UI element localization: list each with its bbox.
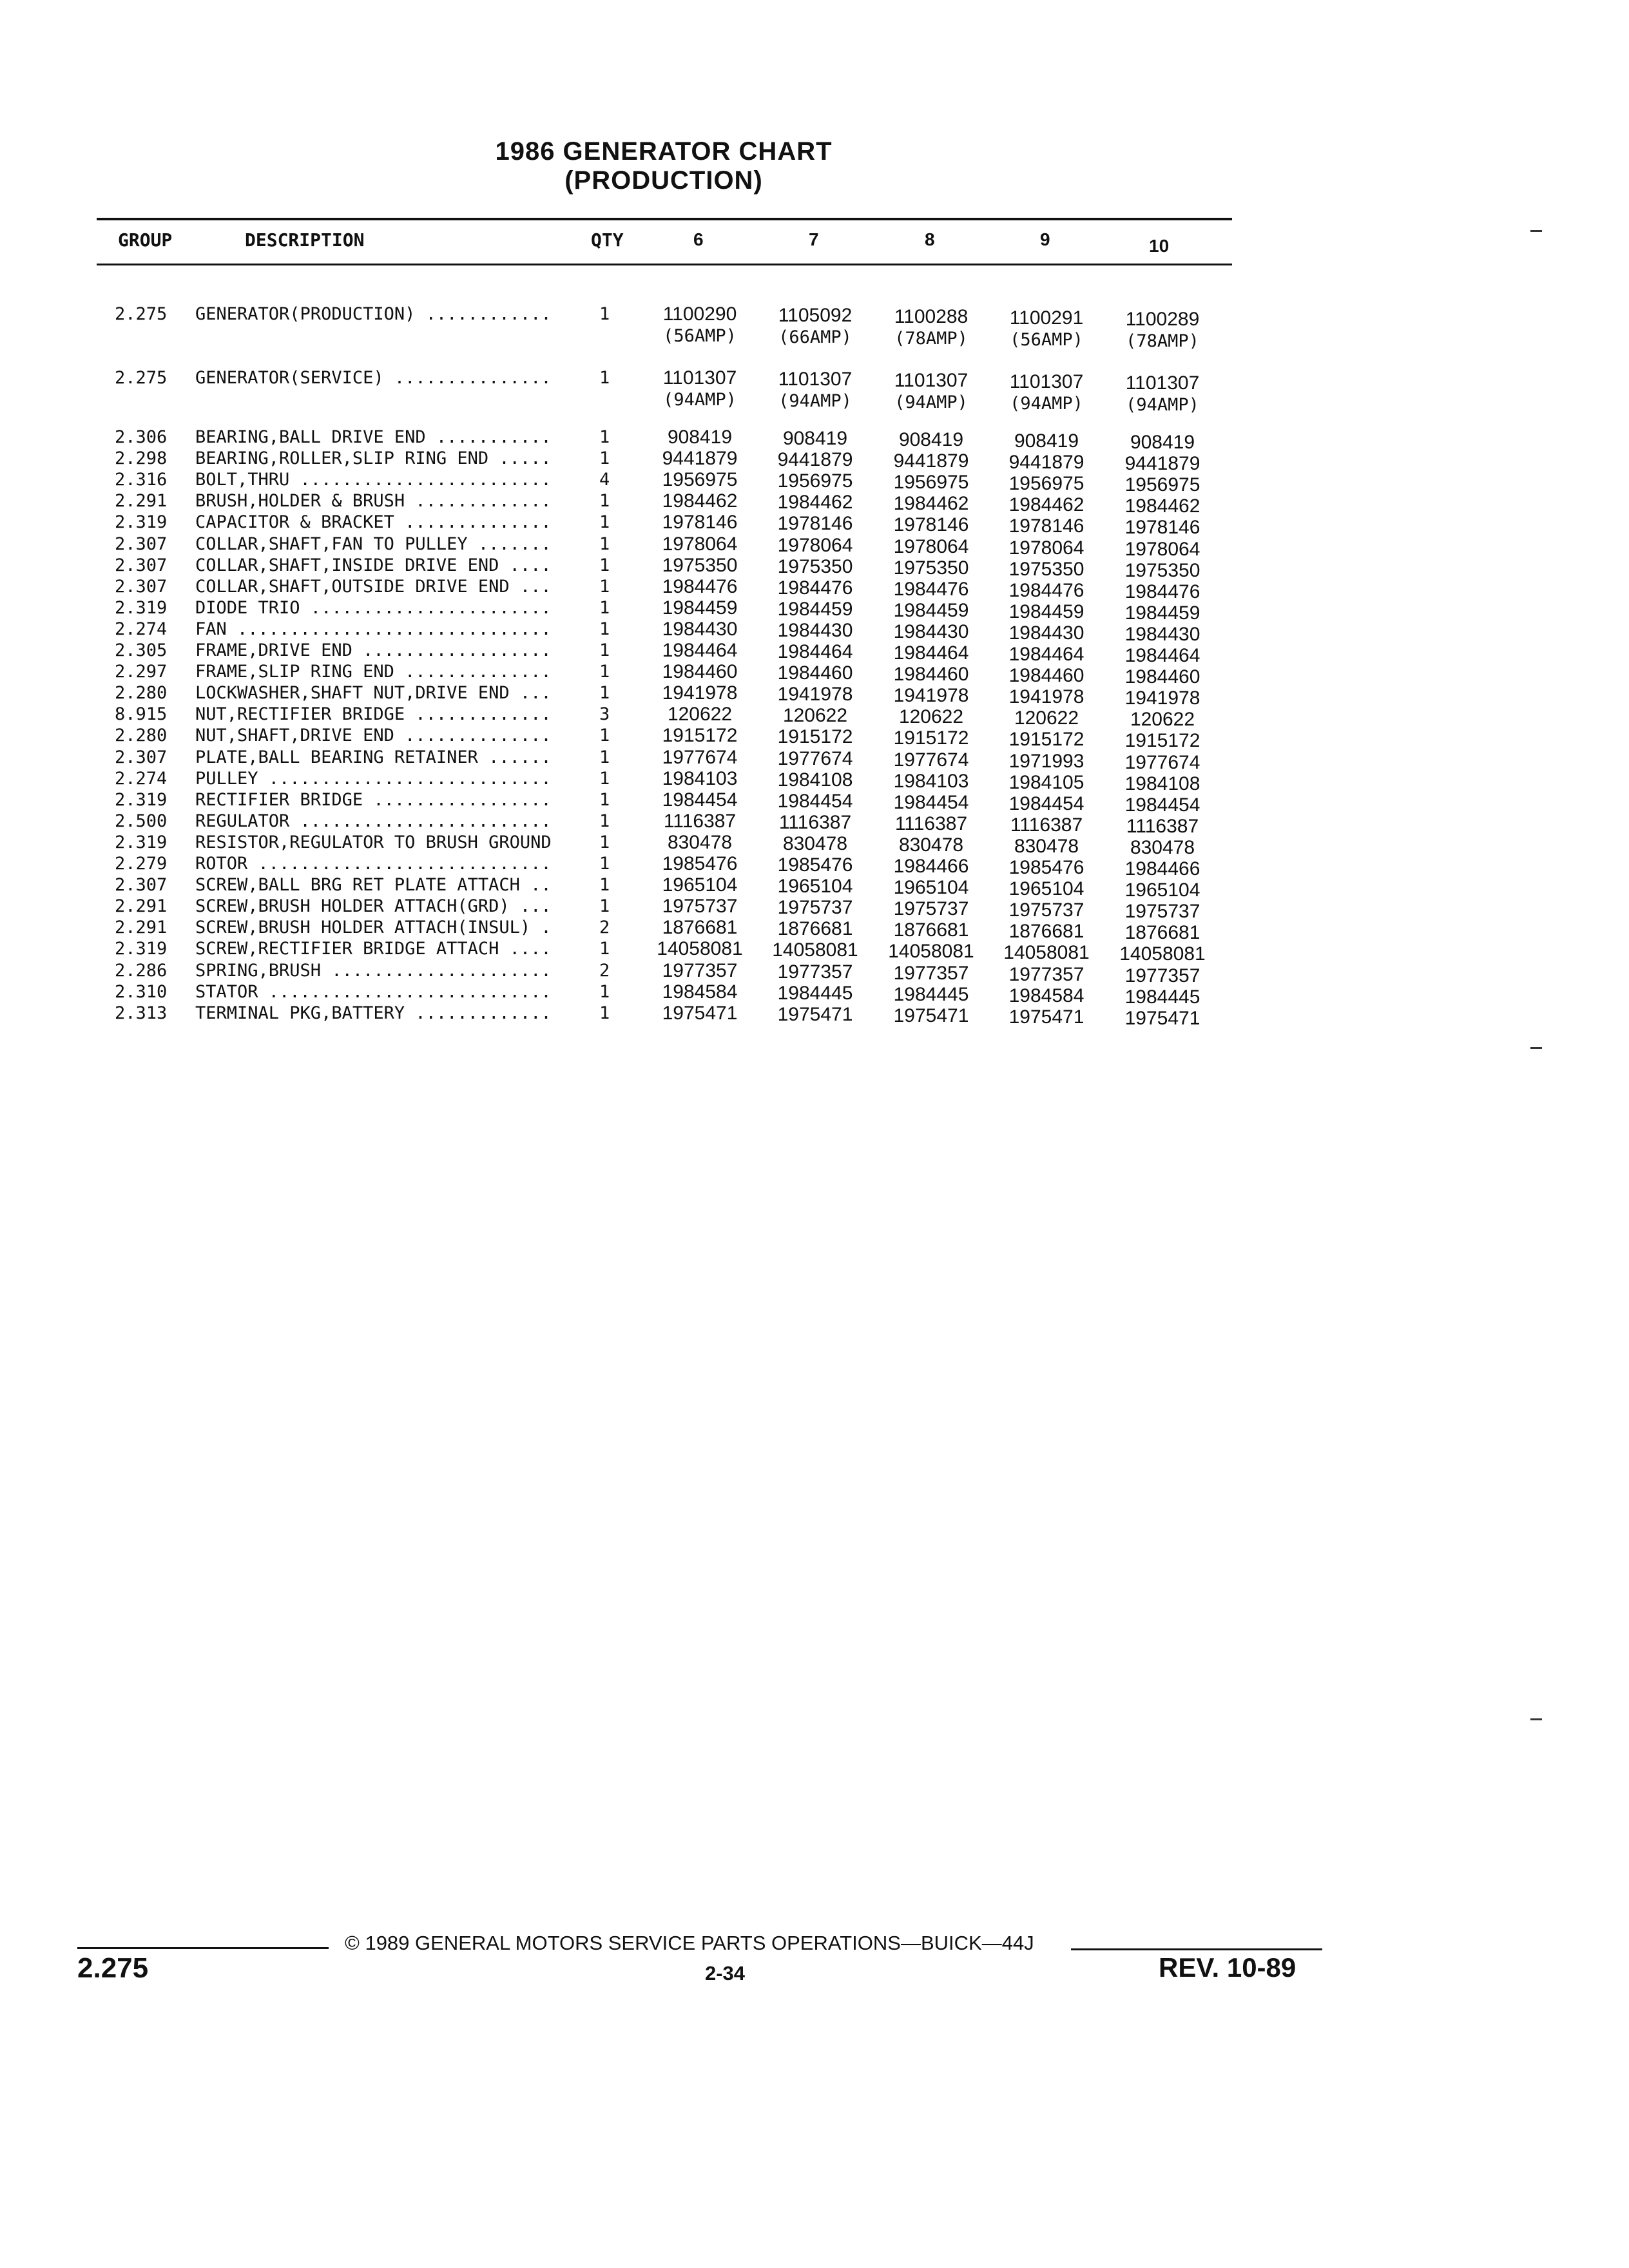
part-number-cell: 1965104: [662, 874, 738, 896]
part-number-cell: 1956975: [662, 469, 738, 491]
group-cell: 2.313: [115, 1003, 168, 1023]
part-number-cell: 1978064: [893, 535, 969, 557]
part-number-cell: 1984460: [1124, 666, 1200, 688]
description-cell: FRAME,DRIVE END ..................: [195, 640, 552, 660]
group-cell: 2.291: [115, 918, 168, 938]
group-cell: 2.307: [115, 555, 168, 575]
qty-cell: 1: [599, 533, 610, 554]
part-number-cell: 1984464: [893, 642, 969, 664]
part-number-cell: 9441879: [1124, 453, 1200, 475]
part-number-cell: 908419: [667, 427, 733, 448]
footer-copyright: © 1989 GENERAL MOTORS SERVICE PARTS OPERATIONS—BUICK—44J: [345, 1932, 1034, 1954]
part-number-cell: 1978064: [662, 533, 738, 555]
part-number-cell: 1984445: [777, 982, 853, 1004]
part-number-cell: 1984462: [1008, 494, 1084, 516]
qty-cell: 1: [599, 427, 610, 447]
part-number-cell: 120622: [898, 706, 964, 728]
amperage-cell: (66AMP): [778, 327, 852, 347]
part-number-cell: 830478: [1014, 835, 1079, 857]
part-number-cell: 1984105: [1008, 771, 1084, 793]
part-number-cell: 1116387: [778, 811, 852, 833]
part-number-cell: 1984454: [777, 790, 853, 812]
part-number-cell: 1975350: [1124, 559, 1200, 581]
part-number-cell: 1975350: [662, 554, 738, 576]
part-number-cell: 1984430: [893, 620, 969, 642]
part-number-cell: 1984454: [662, 789, 738, 811]
part-number-cell: 1956975: [777, 470, 853, 492]
part-number-cell: 1984430: [662, 618, 738, 640]
description-cell: REGULATOR ........................: [195, 811, 552, 831]
footer-group-ref: 2.275: [77, 1952, 149, 1984]
margin-mark: [1530, 1718, 1542, 1720]
part-number-cell: 1941978: [777, 684, 853, 706]
qty-cell: 1: [599, 597, 610, 618]
amperage-cell: (94AMP): [778, 391, 852, 411]
part-number-cell: 1978146: [662, 512, 738, 533]
part-number-cell: 9441879: [893, 450, 969, 472]
part-number-cell: 1984464: [1124, 645, 1200, 666]
header-group: GROUP: [118, 229, 173, 251]
part-number-cell: 1977357: [1008, 963, 1084, 985]
group-cell: 2.310: [115, 981, 168, 1002]
part-number-cell: 1984459: [1008, 601, 1084, 622]
qty-cell: 3: [599, 704, 610, 725]
group-cell: 2.274: [115, 619, 168, 639]
part-number-cell: 1984476: [893, 578, 969, 600]
part-number-cell: 1101307: [662, 367, 737, 389]
part-number-cell: 1984476: [1124, 581, 1200, 602]
group-cell: 2.275: [115, 368, 168, 388]
header-bottom-rule: [97, 264, 1232, 265]
part-number-cell: 1978146: [777, 513, 853, 535]
description-cell: SPRING,BRUSH .....................: [195, 960, 552, 981]
footer-rule-left: [77, 1947, 329, 1949]
part-number-cell: 1975471: [662, 1002, 738, 1024]
part-number-cell: 14058081: [1119, 943, 1206, 965]
qty-cell: 1: [599, 854, 610, 874]
part-number-cell: 1975350: [893, 557, 969, 579]
part-number-cell: 120622: [782, 705, 848, 727]
qty-cell: 1: [599, 875, 610, 896]
part-number-cell: 1116387: [894, 812, 968, 834]
part-number-cell: 1984476: [777, 577, 853, 599]
margin-mark: [1530, 1047, 1542, 1049]
qty-cell: 4: [599, 470, 610, 490]
description-cell: COLLAR,SHAFT,FAN TO PULLEY .......: [195, 533, 552, 554]
part-number-cell: 1985476: [662, 853, 738, 874]
part-number-cell: 1984454: [893, 791, 969, 813]
amperage-cell: (78AMP): [1126, 331, 1199, 351]
part-number-cell: 1915172: [777, 726, 853, 748]
description-cell: BRUSH,HOLDER & BRUSH .............: [195, 491, 552, 512]
description-cell: BEARING,BALL DRIVE END ...........: [195, 427, 552, 447]
group-cell: 2.500: [115, 811, 168, 831]
description-cell: DIODE TRIO .......................: [195, 597, 552, 618]
part-number-cell: 1984464: [1008, 644, 1084, 665]
description-cell: STATOR ...........................: [195, 981, 552, 1002]
description-cell: LOCKWASHER,SHAFT NUT,DRIVE END ...: [195, 683, 552, 704]
part-number-cell: 1100291: [1009, 307, 1084, 329]
part-number-cell: 1965104: [893, 877, 969, 899]
part-number-cell: 1984108: [777, 769, 853, 791]
part-number-cell: 1978064: [777, 534, 853, 556]
group-cell: 2.291: [115, 491, 168, 512]
header-qty: QTY: [591, 229, 624, 251]
part-number-cell: 1984445: [893, 983, 969, 1005]
part-number-cell: 1100289: [1125, 309, 1200, 330]
part-number-cell: 1985476: [777, 854, 853, 876]
part-number-cell: 1984108: [1124, 773, 1200, 794]
qty-cell: 1: [599, 811, 610, 831]
part-number-cell: 1941978: [662, 682, 738, 704]
part-number-cell: 1984430: [777, 619, 853, 641]
part-number-cell: 1978064: [1124, 538, 1200, 560]
qty-cell: 1: [599, 619, 610, 639]
part-number-cell: 1977357: [1124, 965, 1200, 986]
description-cell: SCREW,RECTIFIER BRIDGE ATTACH ....: [195, 939, 552, 959]
description-cell: PLATE,BALL BEARING RETAINER ......: [195, 747, 552, 767]
part-number-cell: 1978146: [1124, 517, 1200, 539]
group-cell: 2.307: [115, 533, 168, 554]
part-number-cell: 1984445: [1124, 986, 1200, 1008]
part-number-cell: 1977674: [1124, 751, 1200, 773]
part-number-cell: 908419: [782, 428, 848, 449]
amperage-cell: (94AMP): [1126, 395, 1199, 415]
qty-cell: 1: [599, 726, 610, 746]
description-cell: NUT,SHAFT,DRIVE END ..............: [195, 726, 552, 746]
part-number-cell: 1876681: [893, 919, 969, 941]
part-number-cell: 1984460: [893, 664, 969, 686]
qty-cell: 1: [599, 491, 610, 512]
qty-cell: 1: [599, 747, 610, 767]
part-number-cell: 1984464: [777, 641, 853, 662]
part-number-cell: 1984430: [1008, 622, 1084, 644]
part-number-cell: 1984462: [662, 490, 738, 512]
part-number-cell: 1941978: [1124, 687, 1200, 709]
description-cell: ROTOR ............................: [195, 854, 552, 874]
part-number-cell: 1977674: [893, 749, 969, 771]
group-cell: 2.319: [115, 789, 168, 810]
part-number-cell: 1984466: [1124, 858, 1200, 879]
part-number-cell: 1984103: [893, 770, 969, 792]
page-title: 1986 GENERATOR CHART: [495, 137, 833, 166]
description-cell: COLLAR,SHAFT,OUTSIDE DRIVE END ...: [195, 576, 552, 597]
header-description: DESCRIPTION: [245, 229, 365, 251]
part-number-cell: 1978146: [893, 514, 969, 536]
part-number-cell: 1984459: [893, 599, 969, 621]
part-number-cell: 1984459: [662, 597, 738, 619]
part-number-cell: 908419: [898, 429, 964, 450]
qty-cell: 1: [599, 368, 610, 388]
qty-cell: 1: [599, 832, 610, 852]
part-number-cell: 1876681: [662, 917, 738, 939]
group-cell: 2.319: [115, 832, 168, 852]
part-number-cell: 1941978: [1008, 686, 1084, 708]
part-number-cell: 1956975: [1124, 474, 1200, 496]
description-cell: BEARING,ROLLER,SLIP RING END .....: [195, 448, 552, 469]
part-number-cell: 830478: [667, 831, 733, 853]
description-cell: PULLEY ...........................: [195, 768, 552, 789]
group-cell: 2.286: [115, 960, 168, 981]
part-number-cell: 1975737: [777, 897, 853, 919]
header-col-9: 9: [1040, 229, 1050, 249]
part-number-cell: 830478: [1130, 836, 1195, 858]
group-cell: 8.915: [115, 704, 168, 725]
part-number-cell: 1971993: [1008, 750, 1084, 772]
part-number-cell: 120622: [1130, 709, 1195, 731]
part-number-cell: 1915172: [893, 727, 969, 749]
part-number-cell: 1984584: [662, 981, 738, 1003]
qty-cell: 1: [599, 683, 610, 704]
part-number-cell: 1975737: [1008, 899, 1084, 921]
qty-cell: 1: [599, 512, 610, 533]
part-number-cell: 1965104: [1008, 878, 1084, 900]
part-number-cell: 1977357: [777, 961, 853, 983]
part-number-cell: 120622: [1014, 707, 1079, 729]
part-number-cell: 9441879: [662, 448, 738, 470]
part-number-cell: 1977357: [662, 959, 738, 981]
group-cell: 2.319: [115, 597, 168, 618]
header-col-6: 6: [693, 229, 704, 249]
amperage-cell: (94AMP): [663, 390, 737, 410]
part-number-cell: 1975350: [777, 555, 853, 577]
description-cell: COLLAR,SHAFT,INSIDE DRIVE END ....: [195, 555, 552, 575]
part-number-cell: 1100290: [662, 303, 737, 325]
part-number-cell: 1965104: [1124, 879, 1200, 901]
part-number-cell: 1101307: [894, 370, 969, 391]
amperage-cell: (56AMP): [663, 326, 737, 346]
header-top-rule: [97, 218, 1232, 220]
group-cell: 2.306: [115, 427, 168, 447]
part-number-cell: 14058081: [888, 941, 974, 963]
part-number-cell: 1956975: [893, 472, 969, 494]
header-col-10: 10: [1149, 236, 1170, 256]
margin-mark: [1530, 230, 1542, 232]
description-cell: GENERATOR(SERVICE) ...............: [195, 368, 552, 388]
qty-cell: 1: [599, 662, 610, 682]
group-cell: 2.305: [115, 640, 168, 660]
group-cell: 2.298: [115, 448, 168, 469]
part-number-cell: 1984462: [1124, 495, 1200, 517]
group-cell: 2.319: [115, 939, 168, 959]
part-number-cell: 1985476: [1008, 857, 1084, 878]
group-cell: 2.297: [115, 662, 168, 682]
description-cell: BOLT,THRU ........................: [195, 470, 552, 490]
qty-cell: 1: [599, 1003, 610, 1023]
part-number-cell: 1984430: [1124, 623, 1200, 645]
group-cell: 2.279: [115, 854, 168, 874]
group-cell: 2.291: [115, 896, 168, 917]
part-number-cell: 1105092: [778, 305, 853, 326]
description-cell: CAPACITOR & BRACKET ..............: [195, 512, 552, 533]
part-number-cell: 1101307: [1125, 372, 1200, 394]
qty-cell: 1: [599, 448, 610, 469]
qty-cell: 1: [599, 789, 610, 810]
qty-cell: 1: [599, 304, 610, 324]
part-number-cell: 1984476: [1008, 579, 1084, 601]
qty-cell: 2: [599, 918, 610, 938]
group-cell: 2.280: [115, 683, 168, 704]
group-cell: 2.307: [115, 747, 168, 767]
description-cell: SCREW,BALL BRG RET PLATE ATTACH ..: [195, 875, 552, 896]
part-number-cell: 1116387: [663, 810, 737, 832]
part-number-cell: 9441879: [1008, 452, 1084, 474]
part-number-cell: 1984460: [777, 662, 853, 684]
description-cell: FRAME,SLIP RING END ..............: [195, 662, 552, 682]
part-number-cell: 1116387: [1010, 814, 1083, 836]
qty-cell: 1: [599, 981, 610, 1002]
description-cell: RESISTOR,REGULATOR TO BRUSH GROUND: [195, 832, 552, 852]
group-cell: 2.316: [115, 470, 168, 490]
part-number-cell: 9441879: [777, 449, 853, 471]
part-number-cell: 1977674: [777, 747, 853, 769]
part-number-cell: 830478: [782, 832, 848, 854]
part-number-cell: 1975471: [893, 1004, 969, 1026]
group-cell: 2.274: [115, 768, 168, 789]
group-cell: 2.307: [115, 875, 168, 896]
part-number-cell: 1984454: [1124, 794, 1200, 816]
description-cell: SCREW,BRUSH HOLDER ATTACH(INSUL) .: [195, 918, 552, 938]
qty-cell: 2: [599, 960, 610, 981]
description-cell: FAN ..............................: [195, 619, 552, 639]
header-col-8: 8: [925, 229, 935, 249]
part-number-cell: 1915172: [1124, 730, 1200, 752]
part-number-cell: 1876681: [777, 918, 853, 940]
qty-cell: 1: [599, 640, 610, 660]
part-number-cell: 1984462: [777, 492, 853, 514]
group-cell: 2.275: [115, 304, 168, 324]
part-number-cell: 1977674: [662, 746, 738, 768]
part-number-cell: 1915172: [1008, 729, 1084, 751]
footer-revision: REV. 10-89: [1159, 1952, 1296, 1983]
part-number-cell: 908419: [1014, 430, 1079, 452]
part-number-cell: 1984466: [893, 856, 969, 877]
qty-cell: 1: [599, 555, 610, 575]
amperage-cell: (78AMP): [894, 329, 968, 349]
part-number-cell: 1956975: [1008, 473, 1084, 495]
footer-rule-right: [1071, 1948, 1322, 1950]
part-number-cell: 1984460: [1008, 665, 1084, 687]
part-number-cell: 1984476: [662, 575, 738, 597]
qty-cell: 1: [599, 939, 610, 959]
description-cell: TERMINAL PKG,BATTERY .............: [195, 1003, 552, 1023]
description-cell: GENERATOR(PRODUCTION) ............: [195, 304, 552, 324]
part-number-cell: 1975471: [1008, 1006, 1084, 1028]
footer-page-number: 2-34: [704, 1962, 746, 1984]
page-subtitle: (PRODUCTION): [564, 166, 763, 195]
part-number-cell: 1984462: [893, 493, 969, 515]
part-number-cell: 1984459: [1124, 602, 1200, 624]
part-number-cell: 1975350: [1008, 558, 1084, 580]
part-number-cell: 1101307: [1009, 371, 1084, 392]
amperage-cell: (56AMP): [1010, 330, 1083, 350]
part-number-cell: 1984459: [777, 598, 853, 620]
description-cell: SCREW,BRUSH HOLDER ATTACH(GRD) ...: [195, 896, 552, 917]
group-cell: 2.280: [115, 726, 168, 746]
description-cell: NUT,RECTIFIER BRIDGE .............: [195, 704, 552, 725]
amperage-cell: (94AMP): [894, 392, 968, 412]
part-number-cell: 1977357: [893, 962, 969, 984]
part-number-cell: 1876681: [1008, 921, 1084, 943]
group-cell: 2.307: [115, 576, 168, 597]
part-number-cell: 908419: [1130, 432, 1195, 453]
part-number-cell: 1975737: [662, 896, 738, 918]
part-number-cell: 1984460: [662, 661, 738, 683]
qty-cell: 1: [599, 896, 610, 917]
part-number-cell: 830478: [898, 834, 964, 856]
part-number-cell: 1984584: [1008, 985, 1084, 1006]
amperage-cell: (94AMP): [1010, 394, 1083, 414]
part-number-cell: 1876681: [1124, 922, 1200, 944]
part-number-cell: 14058081: [657, 938, 743, 960]
part-number-cell: 1100288: [894, 306, 969, 327]
qty-cell: 1: [599, 768, 610, 789]
part-number-cell: 1978064: [1008, 537, 1084, 559]
group-cell: 2.319: [115, 512, 168, 533]
part-number-cell: 1984454: [1008, 793, 1084, 814]
part-number-cell: 14058081: [772, 939, 858, 961]
part-number-cell: 1101307: [778, 369, 853, 390]
part-number-cell: 1116387: [1126, 815, 1199, 837]
header-col-7: 7: [809, 229, 819, 249]
part-number-cell: 1984103: [662, 767, 738, 789]
qty-cell: 1: [599, 576, 610, 597]
part-number-cell: 1975737: [893, 898, 969, 920]
part-number-cell: 1975737: [1124, 901, 1200, 923]
description-cell: RECTIFIER BRIDGE .................: [195, 789, 552, 810]
part-number-cell: 1915172: [662, 725, 738, 747]
part-number-cell: 1978146: [1008, 515, 1084, 537]
part-number-cell: 1975471: [1124, 1007, 1200, 1029]
part-number-cell: 1965104: [777, 876, 853, 898]
part-number-cell: 14058081: [1003, 942, 1090, 964]
part-number-cell: 120622: [667, 704, 733, 726]
part-number-cell: 1941978: [893, 685, 969, 707]
part-number-cell: 1975471: [777, 1003, 853, 1025]
part-number-cell: 1984464: [662, 640, 738, 661]
